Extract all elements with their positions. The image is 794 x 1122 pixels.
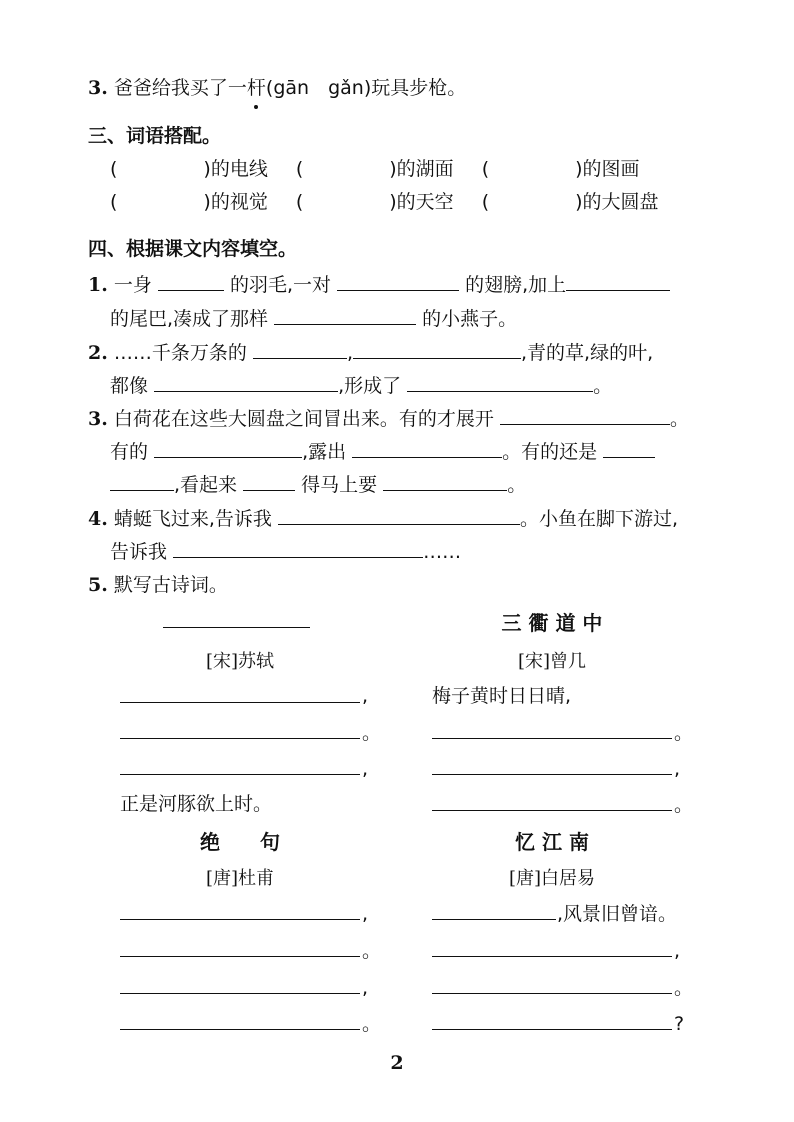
poem-line: 正是河豚欲上时。 bbox=[120, 793, 273, 815]
poem-line-blank[interactable] bbox=[120, 993, 360, 994]
question-number: 5. bbox=[88, 574, 108, 596]
match-row-1 bbox=[110, 157, 640, 181]
poem-line-blank[interactable] bbox=[432, 810, 672, 811]
text: 。 bbox=[507, 474, 527, 496]
poem-line: ,风景旧曾谙。 bbox=[557, 903, 678, 925]
text: ……千条万条的 bbox=[113, 342, 247, 364]
answer-blank[interactable] bbox=[173, 539, 423, 558]
text: ,露出 bbox=[302, 441, 347, 463]
poem-line-blank[interactable] bbox=[432, 956, 672, 957]
text: 得马上要 bbox=[301, 474, 378, 496]
poem-author: [唐]白居易 bbox=[508, 868, 596, 889]
text: 默写古诗词。 bbox=[113, 574, 228, 596]
fill-item-2-line-2 bbox=[110, 373, 612, 398]
fill-item-3-line-2 bbox=[110, 439, 655, 464]
question-number: 1. bbox=[88, 274, 108, 296]
dotted-character: 杆 bbox=[246, 77, 266, 99]
text: 都像 bbox=[110, 375, 149, 397]
poem-line-blank[interactable] bbox=[432, 1029, 672, 1030]
question-number: 2. bbox=[88, 342, 108, 364]
text: 蜻蜓飞过来,告诉我 bbox=[113, 508, 272, 530]
poem-author: [唐]杜甫 bbox=[205, 868, 275, 889]
question-number: 4. bbox=[88, 508, 108, 530]
punctuation: , bbox=[674, 758, 681, 780]
text: 的羽毛,一对 bbox=[230, 274, 332, 296]
poem-author: [宋]苏轼 bbox=[205, 651, 275, 672]
text: 。有的还是 bbox=[502, 441, 598, 463]
answer-blank[interactable] bbox=[274, 306, 416, 325]
text: 。 bbox=[593, 375, 613, 397]
punctuation: 。 bbox=[362, 722, 382, 744]
poem-line-blank[interactable] bbox=[120, 774, 360, 775]
fill-item-1-line-1 bbox=[88, 272, 670, 297]
poem-title: 三 衢 道 中 bbox=[501, 611, 603, 635]
punctuation: 。 bbox=[362, 1013, 382, 1035]
fill-item-4-line-1 bbox=[88, 506, 678, 531]
fill-item-4-line-2 bbox=[110, 539, 461, 564]
punctuation: ? bbox=[674, 1013, 685, 1035]
question-text: 爸爸给我买了一 bbox=[113, 77, 247, 99]
answer-blank[interactable] bbox=[154, 439, 302, 458]
phrase: )的湖面 bbox=[389, 158, 454, 180]
text: …… bbox=[423, 541, 462, 563]
answer-blank[interactable] bbox=[603, 439, 655, 458]
question-number: 3. bbox=[88, 408, 108, 430]
poem-title-blank[interactable] bbox=[163, 627, 310, 628]
text: ,看起来 bbox=[174, 474, 238, 496]
answer-blank[interactable] bbox=[407, 373, 593, 392]
punctuation: , bbox=[674, 940, 681, 962]
text: 的翅膀,加上 bbox=[465, 274, 567, 296]
answer-blank[interactable] bbox=[383, 472, 507, 491]
fill-item-5 bbox=[88, 573, 228, 597]
poem-line: 梅子黄时日日晴, bbox=[432, 685, 572, 707]
answer-blank[interactable] bbox=[566, 272, 670, 291]
phrase: )的天空 bbox=[389, 191, 454, 213]
answer-blank[interactable] bbox=[337, 272, 459, 291]
text: 的小燕子。 bbox=[422, 308, 518, 330]
answer-blank[interactable] bbox=[243, 472, 295, 491]
punctuation: , bbox=[362, 758, 369, 780]
poem-line-blank[interactable] bbox=[432, 993, 672, 994]
question-number: 3. bbox=[88, 77, 108, 99]
phrase: )的电线 bbox=[203, 158, 268, 180]
question-3-line bbox=[88, 76, 466, 100]
punctuation: 。 bbox=[674, 977, 694, 999]
poem-line-blank[interactable] bbox=[120, 919, 360, 920]
paren-open: ( bbox=[110, 158, 118, 180]
answer-blank[interactable] bbox=[352, 439, 502, 458]
section-3-title: 三、词语搭配。 bbox=[88, 125, 222, 147]
paren-open: ( bbox=[110, 191, 118, 213]
fill-item-1-line-2 bbox=[110, 306, 517, 331]
punctuation: 。 bbox=[362, 940, 382, 962]
page-number: 2 bbox=[390, 1052, 404, 1074]
poem-line-blank[interactable] bbox=[432, 919, 556, 920]
poem-line-blank[interactable] bbox=[432, 774, 672, 775]
paren-open: ( bbox=[481, 191, 490, 213]
pinyin-options: (gān gǎn)玩具步枪。 bbox=[265, 77, 467, 99]
answer-blank[interactable] bbox=[500, 406, 670, 425]
poem-line-blank[interactable] bbox=[120, 702, 360, 703]
poem-title: 忆 江 南 bbox=[515, 830, 589, 854]
text: 。小鱼在脚下游过, bbox=[519, 508, 679, 530]
answer-blank[interactable] bbox=[158, 272, 224, 291]
text: 有的 bbox=[110, 441, 149, 463]
section-4-title: 四、根据课文内容填空。 bbox=[88, 238, 298, 260]
paren-open: ( bbox=[481, 158, 490, 180]
poem-line-blank[interactable] bbox=[432, 738, 672, 739]
phrase: )的视觉 bbox=[203, 191, 268, 213]
match-row-2 bbox=[110, 190, 659, 214]
text: 的尾巴,凑成了那样 bbox=[110, 308, 269, 330]
poem-line-blank[interactable] bbox=[120, 956, 360, 957]
punctuation: , bbox=[362, 903, 369, 925]
text: , bbox=[346, 342, 353, 364]
text: 一身 bbox=[113, 274, 152, 296]
punctuation: 。 bbox=[674, 794, 694, 816]
paren-open: ( bbox=[295, 191, 304, 213]
phrase: )的大圆盘 bbox=[575, 191, 659, 213]
answer-blank[interactable] bbox=[110, 472, 174, 491]
text: 白荷花在这些大圆盘之间冒出来。有的才展开 bbox=[113, 408, 494, 430]
fill-item-3-line-3 bbox=[110, 472, 526, 497]
punctuation: 。 bbox=[674, 722, 694, 744]
punctuation: , bbox=[362, 977, 369, 999]
answer-blank[interactable] bbox=[154, 373, 338, 392]
poem-title: 绝 句 bbox=[200, 830, 280, 854]
text: 告诉我 bbox=[110, 541, 168, 563]
answer-blank[interactable] bbox=[278, 506, 520, 525]
paren-open: ( bbox=[295, 158, 304, 180]
fill-item-2-line-1 bbox=[88, 340, 653, 365]
text: 。 bbox=[669, 408, 689, 430]
answer-blank[interactable] bbox=[353, 340, 521, 359]
poem-author: [宋]曾几 bbox=[517, 651, 587, 672]
text: ,青的草,绿的叶, bbox=[521, 342, 654, 364]
answer-blank[interactable] bbox=[253, 340, 347, 359]
text: ,形成了 bbox=[338, 375, 402, 397]
poem-line-blank[interactable] bbox=[120, 738, 360, 739]
phrase: )的图画 bbox=[575, 158, 640, 180]
punctuation: , bbox=[362, 685, 369, 707]
fill-item-3-line-1 bbox=[88, 406, 689, 431]
poem-line-blank[interactable] bbox=[120, 1029, 360, 1030]
